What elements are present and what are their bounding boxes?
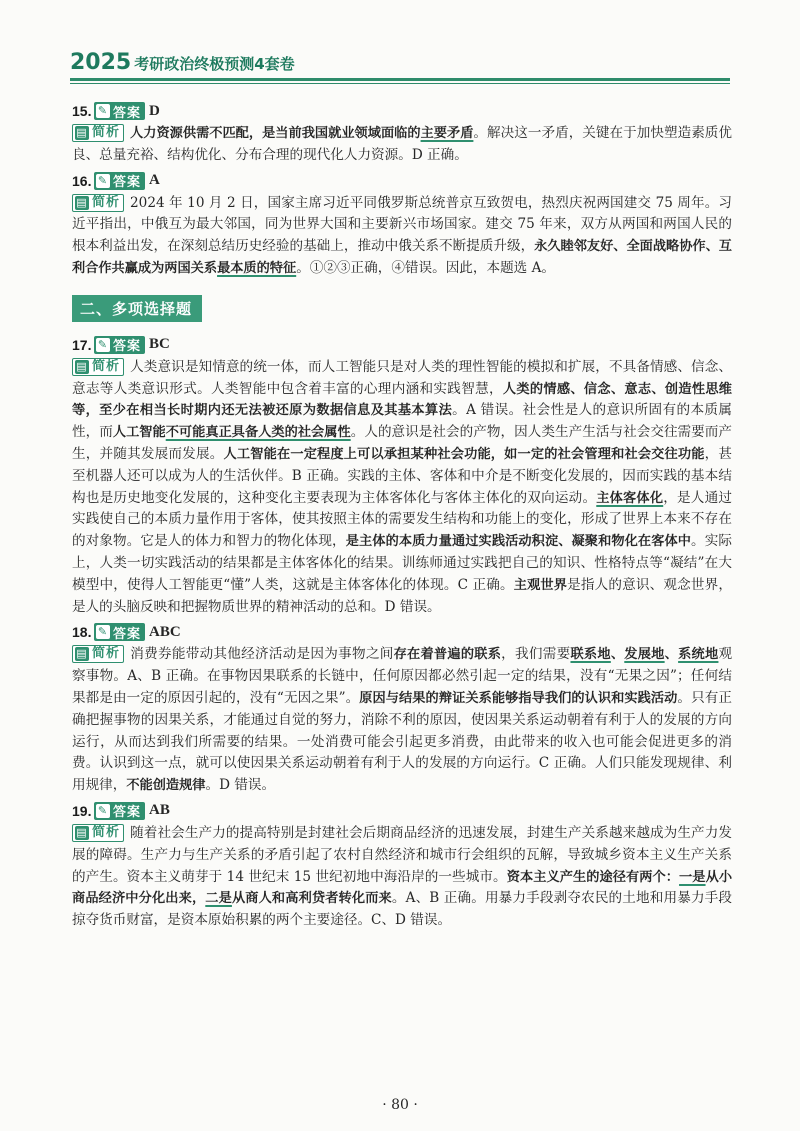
emphasis: 资本主义产生的途径有两个：: [506, 869, 680, 885]
answer-value: D: [149, 102, 160, 119]
analysis-tag-label: 简析: [92, 646, 121, 662]
emphasis: 、: [664, 647, 679, 663]
question-16-answer: [72, 170, 732, 192]
emphasis: ，是当前我国就业领域面临的: [248, 126, 421, 141]
analysis-tag: [72, 824, 124, 842]
book-icon: ▤: [76, 126, 88, 139]
page-number: · 80 ·: [382, 1097, 418, 1113]
emphasis: 不能创造规律: [126, 778, 206, 794]
key-term: 联系地: [570, 647, 611, 663]
pencil-icon: ✎: [97, 803, 109, 817]
book-year: 2025: [70, 50, 132, 75]
emphasis: 存在着普遍的联系: [393, 647, 502, 663]
text: ，我们需要: [501, 646, 571, 663]
answer-tag-label: 答案: [113, 339, 142, 355]
pencil-icon: ✎: [97, 104, 109, 117]
emphasis: 主观世界: [513, 577, 568, 593]
analysis-tag-label: 简析: [92, 194, 121, 210]
text: 。①②③正确，④错误。因此，本题选 A。: [296, 259, 556, 276]
question-15-answer: [72, 100, 732, 122]
key-term: 发展地: [624, 647, 665, 663]
emphasis: 是主体的本质力量通过实践活动积淀、凝聚和物化在客体中: [345, 534, 692, 550]
text: 。只有正确把握事物的因果关系，才能通过自觉的努力，消除不利的原因，使因果关系运动朝着有利于人的发展的方向运行，从而达到我们所需要的结果。一处消费可能会引起更多消费，由此带来的收入也可能会促进更多的消费。认识到这一点，就可以使因果关系运动朝着有利于人的发展的方向运行。C 正确。人们只能发现规律、利用规律，: [72, 689, 733, 794]
pencil-icon: ✎: [97, 625, 109, 639]
question-18-analysis: [72, 644, 732, 797]
emphasis: 人类的情感、信念、意志、创造性思维等，至少在相当长时期内还无法被还原为数据信息及其基本算法: [72, 381, 732, 419]
analysis-tag: [72, 645, 124, 663]
book-icon: ▤: [76, 195, 88, 209]
answer-tag: [94, 102, 145, 120]
section-title: 二、多项选择题: [72, 295, 202, 322]
analysis-tag: [72, 194, 124, 212]
text: 2024 年 10 月 2 日，国家主席习近平同俄罗斯总统普京互致贺电，热烈庆祝两国建交 75 周年。习近平指出，中俄互为最大邻国，同为世界大国和主要新兴市场国家。建交 75 年来，双方从两国和两国人民的根本利益出发，在深刻总结历史经验的基础上，推动中俄关系不断提质升级，: [72, 194, 732, 255]
analysis-tag-label: 简析: [92, 358, 121, 374]
question-number: 16.: [72, 172, 92, 189]
emphasis: 原因与结果的辩证关系能够指导我们的认识和实践活动: [359, 690, 678, 706]
page-header: [0, 40, 800, 84]
answer-value: A: [149, 172, 160, 189]
answer-value: AB: [149, 802, 170, 819]
answer-tag: [94, 172, 145, 190]
key-term: 一是: [679, 869, 706, 885]
emphasis: 、: [610, 647, 625, 663]
emphasis: 永久睦邻友好、全面战略协作、互利合作共赢成为两国关系: [72, 239, 732, 276]
answer-tag-label: 答案: [113, 805, 142, 821]
answer-value: BC: [149, 336, 170, 353]
answer-value: ABC: [149, 623, 181, 640]
key-term: 二是: [205, 891, 232, 907]
text: 消费券能带动其他经济活动是因为事物之间: [130, 646, 394, 663]
answer-tag: [94, 802, 145, 820]
answer-tag: [94, 623, 145, 641]
text: 。人的意识是社会的产物，因人类生产生活与社会交往需要而产生，并随其发展而发展。: [72, 424, 733, 462]
book-name: 考研政治终极预测4套卷: [134, 55, 295, 73]
emphasis: 从小商品经济中分化出来，: [72, 869, 733, 907]
answer-tag-label: 答案: [113, 626, 142, 642]
question-number: 18.: [72, 624, 92, 641]
question-17-answer: [72, 334, 732, 356]
key-term: 系统地: [678, 647, 719, 663]
answer-tag-label: 答案: [113, 105, 142, 121]
analysis-tag-label: 简析: [92, 125, 121, 141]
question-number: 19.: [72, 802, 92, 819]
book-icon: ▤: [76, 647, 88, 661]
answer-tag-label: 答案: [113, 175, 142, 191]
emphasis: 从商人和高利贷者转化而来: [231, 891, 392, 907]
question-number: 17.: [72, 336, 92, 353]
header-rule-thick: [70, 78, 730, 81]
book-icon: ▤: [76, 825, 88, 839]
question-15-analysis: [72, 123, 732, 167]
text: 随着社会生产力的提高特别是封建社会后期商品经济的迅速发展，封建生产关系越来越成为生产力发展的障碍。生产力与生产关系的矛盾引起了农村自然经济和城市行会组织的瓦解，导致城乡资本主义生产关系的产生。资本主义萌芽于 14 世纪末 15 世纪初地中海沿岸的一些城市。: [72, 824, 732, 885]
question-18-answer: [72, 621, 732, 643]
question-number: 15.: [72, 103, 92, 119]
book-title: [70, 50, 295, 75]
question-19-analysis: [72, 823, 732, 932]
text: 。D 错误。: [205, 777, 276, 794]
text: ，是人通过实践使自己的本质力量作用于客体，使其按照主体的需要发生结构和功能上的变化，形成了世界上本来不存在的对象物。它是人的体力和智力的物化体现，: [72, 489, 732, 550]
pencil-icon: ✎: [97, 173, 109, 187]
page-content: [72, 98, 732, 935]
analysis-tag: [72, 124, 124, 142]
text: 人类意识是知情意的统一体，而人工智能只是对人类的理性智能的模拟和扩展，不具备情感、信念、意志等人类意识形式。人类智能中包含着丰富的心理内涵和实践智慧，: [72, 358, 732, 397]
key-term: 主体客体化: [596, 490, 664, 506]
question-16-analysis: [72, 193, 732, 280]
text: 。A 错误。社会性是人的意识所固有的本质属性，而: [72, 402, 732, 441]
text: 观察事物。A、B 正确。在事物因果联系的长链中，任何原因都必然引起一定的结果，没有“无果之因”；任何结果都是由一定的原因引起的，没有“无因之果”。: [72, 646, 733, 706]
text: 。实际上，人类一切实践活动的结果都是主体客体化的结果。训练师通过实践把自己的知识、性格特点等“凝结”在大模型中，使得人工智能更“懂”人类，这就是主体客体化的体现。C 正确。: [72, 533, 733, 593]
emphasis: 人力资源供需不匹配: [130, 126, 249, 141]
key-term: 最本质的特征: [217, 260, 297, 276]
text: ，甚至机器人还可以成为人的生活伙伴。B 正确。实践的主体、客体和中介是不断变化发展的，因而实践的基本结构也是历史地变化发展的，这种变化主要表现为主体客体化与客体主体化的双向运动。: [72, 445, 733, 506]
answer-tag: [94, 336, 145, 354]
key-term: 主要矛盾: [420, 126, 474, 141]
key-term: 不可能真正具备人类的社会属性: [165, 425, 351, 441]
pencil-icon: ✎: [97, 337, 109, 351]
text: 。A、B 正确。用暴力手段剥夺农民的土地和用暴力手段掠夺货币财富，是资本原始积累的两个主要途径。C、D 错误。: [72, 890, 733, 929]
question-17-analysis: [72, 357, 732, 619]
emphasis: 人工智能在一定程度上可以承担某种社会功能，如一定的社会管理和社会交往功能: [223, 446, 705, 462]
text: 。解决这一矛盾，关键在于加快塑造素质优良、总量充裕、结构优化、分布合理的现代化人力资源。D 正确。: [72, 125, 733, 163]
emphasis: 人工智能: [112, 425, 166, 441]
question-19-answer: [72, 800, 732, 822]
analysis-tag: [72, 358, 124, 376]
text: 是指人的意识、观念世界，是人的头脑反映和把握物质世界的精神活动的总和。D 错误。: [72, 576, 732, 615]
analysis-tag-label: 简析: [92, 825, 121, 841]
header-rule-thin: [70, 83, 730, 84]
book-icon: ▤: [76, 359, 88, 373]
